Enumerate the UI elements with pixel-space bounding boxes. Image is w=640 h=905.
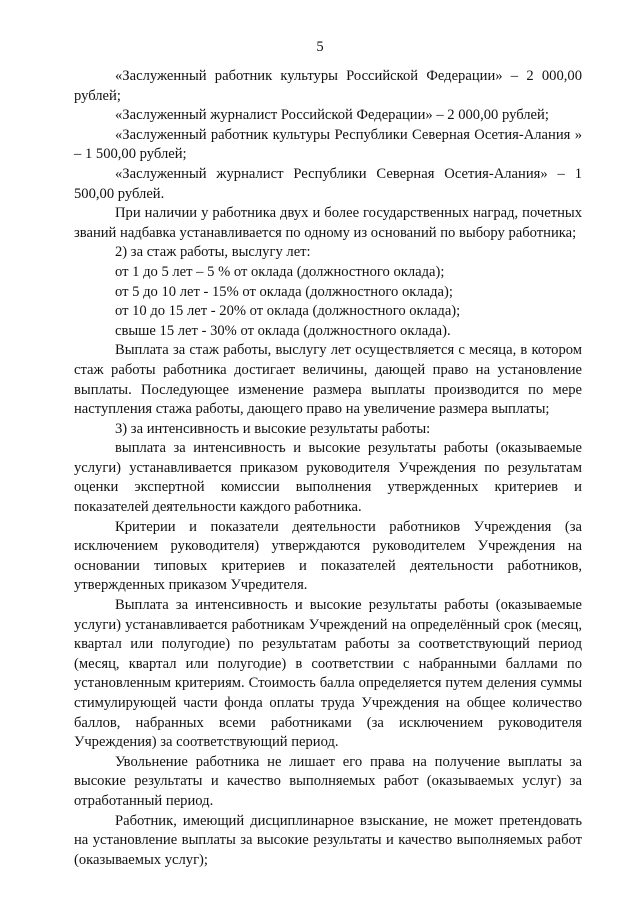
paragraph-dismissal: Увольнение работника не лишает его права на получение выплаты за высокие результаты и качество выполняемых работ (оказываемых услуг) за отработанный период. — [74, 753, 582, 809]
paragraph-award-journalist-rf: «Заслуженный журналист Российской Федерации» – 2 000,00 рублей; — [115, 107, 549, 124]
paragraph-intensity-heading: 3) за интенсивность и высокие результаты работы: — [115, 420, 431, 437]
paragraph-disciplinary: Работник, имеющий дисциплинарное взыскание, не может претендовать на установление выплаты за высокие результаты и качество выполняемых работ (оказываемых услуг); — [74, 812, 582, 868]
paragraph-award-journalist-rso: «Заслуженный журналист Республики Северная Осетия-Алания» – 1 500,00 рублей. — [74, 165, 582, 202]
list-item-seniority-1-5: от 1 до 5 лет – 5 % от оклада (должностного оклада); — [115, 263, 445, 280]
document-body — [74, 67, 582, 870]
paragraph-award-culture-rf: «Заслуженный работник культуры Российской Федерации» – 2 000,00 рублей; — [74, 68, 582, 104]
paragraph-intensity-period: Выплата за интенсивность и высокие результаты работы (оказываемые услуги) устанавливается работникам Учреждений на определённый срок (месяц, квартал или полугодие) по результатам работы за соответствующий период (месяц, квартал или полугодие) в соответствии с набранными баллами по установленным критериям. Стоимость балла определяется путем деления суммы стимулирующей части фонда оплаты труда Учреждения на общее количество баллов, набранных всеми работниками (за исключением руководителя Учреждения) за соответствующий период. — [74, 597, 582, 751]
list-item-seniority-15-plus: свыше 15 лет - 30% от оклада (должностного оклада). — [115, 322, 451, 339]
paragraph-criteria: Критерии и показатели деятельности работников Учреждения (за исключением руководителя) утверждаются руководителем Учреждения на основании типовых критериев и показателей деятельности работников, утвержденных приказом Учредителя. — [74, 518, 582, 594]
list-item-seniority-10-15: от 10 до 15 лет - 20% от оклада (должностного оклада); — [115, 303, 461, 320]
list-item-seniority-5-10: от 5 до 10 лет - 15% от оклада (должностного оклада); — [115, 283, 453, 300]
page-number: 5 — [316, 39, 324, 55]
paragraph-seniority-heading: 2) за стаж работы, выслугу лет: — [115, 244, 311, 261]
paragraph-intensity-order: выплата за интенсивность и высокие результаты работы (оказываемые услуги) устанавливается приказом руководителя Учреждения по результатам оценки экспертной комиссии выполнения утвержденных критериев и показателей деятельности каждого работника. — [74, 440, 582, 516]
paragraph-award-culture-rso: «Заслуженный работник культуры Республики Северная Осетия-Алания » – 1 500,00 рублей; — [74, 126, 582, 163]
paragraph-multiple-awards: При наличии у работника двух и более государственных наград, почетных званий надбавка устанавливается по одному из оснований по выбору работника; — [74, 205, 582, 241]
paragraph-seniority-rules: Выплата за стаж работы, выслугу лет осуществляется с месяца, в котором стаж работы работника достигает величины, дающей право на установление выплаты. Последующее изменение размера выплаты производится по мере наступления стажа работы, дающего право на увеличение размера выплаты; — [74, 342, 582, 418]
